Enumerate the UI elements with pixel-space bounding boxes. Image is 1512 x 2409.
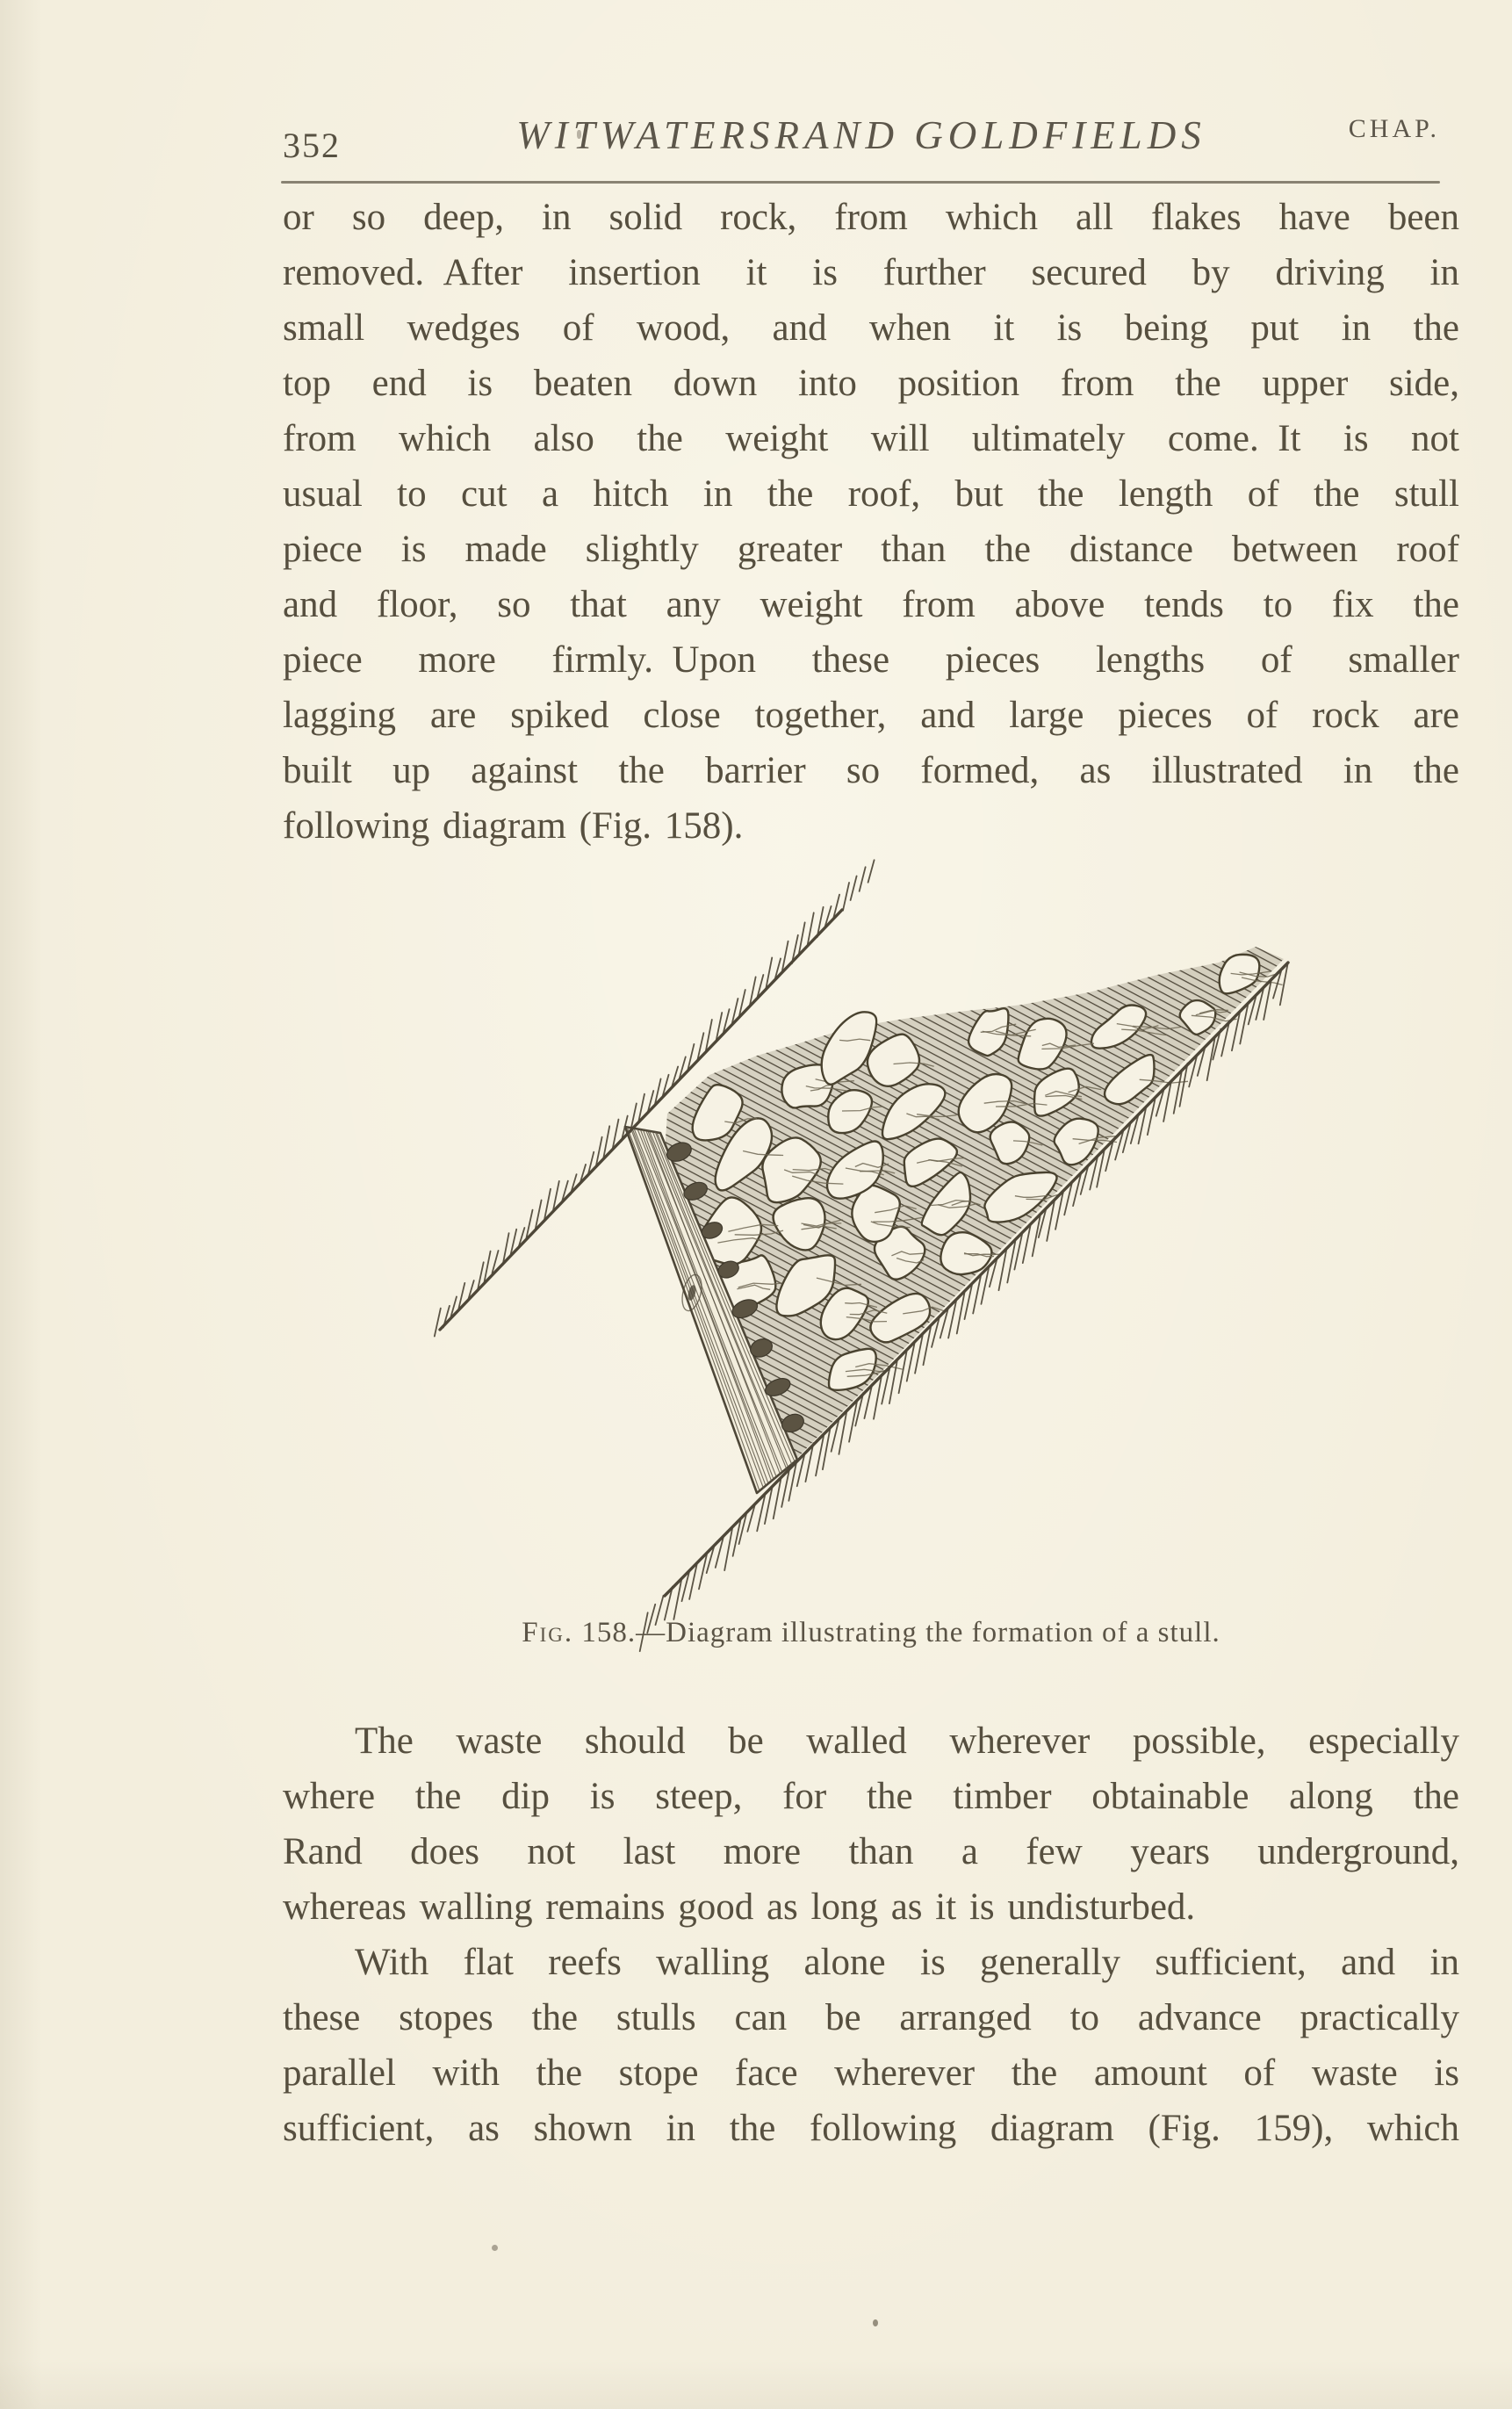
text-line: lagging are spiked close together, and large pieces of rock are	[283, 695, 1459, 736]
paragraph-1	[283, 190, 1459, 854]
text-line: piece is made slightly greater than the distance between roof	[283, 529, 1459, 570]
text-line: sufficient, as shown in the following diagram (Fig. 159), which	[283, 2108, 1459, 2149]
figure-caption-label: Fig.	[522, 1617, 574, 1648]
figure-caption	[283, 1612, 1459, 1653]
text-line: and floor, so that any weight from above tends to fix the	[283, 584, 1459, 625]
paragraph-3	[283, 1935, 1459, 2156]
running-header	[283, 102, 1440, 163]
ink-speck	[492, 2245, 498, 2251]
text-line: following diagram (Fig. 158).	[283, 805, 744, 847]
text-line: piece more firmly. Upon these pieces lengths of smaller	[283, 639, 1459, 681]
running-title: WITWATERSRAND GOLDFIELDS	[516, 113, 1206, 157]
ink-speck	[873, 2319, 878, 2326]
ink-speck	[577, 130, 581, 139]
text-line: built up against the barrier so formed, as illustrated in the	[283, 750, 1459, 791]
page-number: 352	[283, 126, 341, 165]
text-line: usual to cut a hitch in the roof, but the length of the stull	[283, 473, 1459, 515]
text-line: whereas walling remains good as long as it is undisturbed.	[283, 1886, 1196, 1928]
text-line: where the dip is steep, for the timber obtainable along the	[283, 1776, 1459, 1817]
text-line: or so deep, in solid rock, from which all flakes have been	[283, 197, 1459, 238]
header-rule	[281, 181, 1440, 184]
paragraph-2	[283, 1713, 1459, 1935]
text-line: Rand does not last more than a few years underground,	[283, 1831, 1459, 1872]
text-line: top end is beaten down into position from the upper side,	[283, 363, 1459, 404]
text-line: these stopes the stulls can be arranged to advance practically	[283, 1997, 1459, 2038]
text-line: With flat reefs walling alone is generally sufficient, and in	[355, 1942, 1459, 1983]
text-line: The waste should be walled wherever possible, especially	[355, 1720, 1459, 1762]
text-line: parallel with the stope face wherever the amount of waste is	[283, 2052, 1459, 2094]
figure-caption-text: 158.—Diagram illustrating the formation of a stull.	[573, 1617, 1220, 1648]
text-line: from which also the weight will ultimately come. It is not	[283, 418, 1459, 459]
text-line: small wedges of wood, and when it is being put in the	[283, 307, 1459, 349]
chapter-label: CHAP.	[1348, 114, 1440, 143]
text-line: removed. After insertion it is further secured by driving in	[283, 252, 1459, 293]
